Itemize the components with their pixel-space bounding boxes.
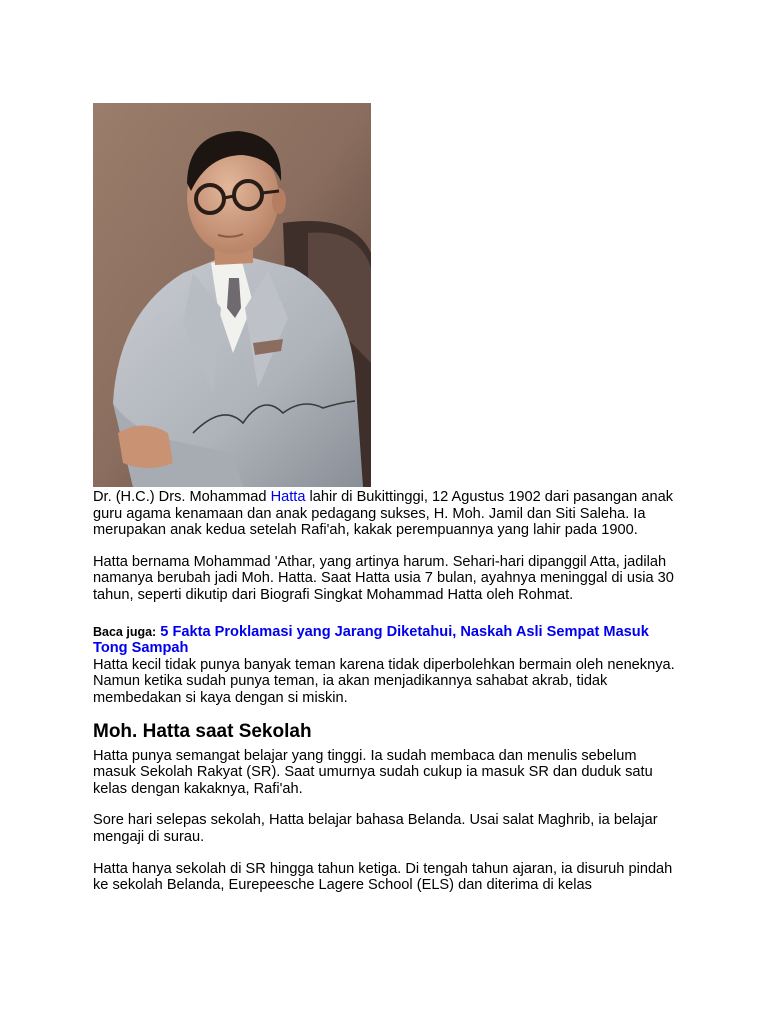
portrait-image xyxy=(93,103,371,487)
school-paragraph-3: Hatta hanya sekolah di SR hingga tahun ketiga. Di tengah tahun ajaran, ia disuruh pindah ke sekolah Belanda, Eurepeesche Lagere School (ELS) dan diterima di kelas xyxy=(93,860,673,894)
read-also-label: Baca juga: xyxy=(93,624,157,639)
intro-paragraph xyxy=(93,489,683,539)
read-also xyxy=(93,624,683,657)
intro-text-end: lahir di Bukittinggi, 12 Agustus 1902 dari pasangan anak guru agama kenamaan dan anak pedagang sukses, H. Moh. Jamil dan Siti Saleha. Ia merupakan anak kedua setelah Rafi'ah, kakak perempuannya yang lahir pada 1900. xyxy=(93,489,673,539)
school-paragraph-2: Sore hari selepas sekolah, Hatta belajar bahasa Belanda. Usai salat Maghrib, ia belajar mengaji di surau. xyxy=(93,812,658,845)
section-heading: Moh. Hatta saat Sekolah xyxy=(93,720,312,742)
childhood-paragraph: Hatta kecil tidak punya banyak teman karena tidak diperbolehkan bermain oleh neneknya. Namun ketika sudah punya teman, ia akan menjadikannya sahabat akrab, tidak membedakan si kaya dengan si miskin. xyxy=(93,656,675,706)
name-origin-paragraph: Hatta bernama Mohammad 'Athar, yang artinya harum. Sehari-hari dipanggil Atta, jadilah namanya berubah jadi Moh. Hatta. Saat Hatta usia 7 bulan, ayahnya meninggal di usia 30 tahun, seperti dikutip dari Biografi Singkat Mohammad Hatta oleh Rohmat. xyxy=(93,553,674,603)
intro-text-start: Dr. (H.C.) Drs. Mohammad xyxy=(93,489,271,505)
hatta-link[interactable]: Hatta xyxy=(270,489,306,505)
school-paragraph-1: Hatta punya semangat belajar yang tinggi. Ia sudah membaca dan menulis sebelum masuk Sekolah Rakyat (SR). Saat umurnya sudah cukup ia masuk SR dan duduk satu kelas dengan kakaknya, Rafi'ah. xyxy=(93,747,653,797)
read-also-link[interactable]: 5 Fakta Proklamasi yang Jarang Diketahui, Naskah Asli Sempat Masuk Tong Sampah xyxy=(93,623,649,657)
article xyxy=(93,103,683,894)
